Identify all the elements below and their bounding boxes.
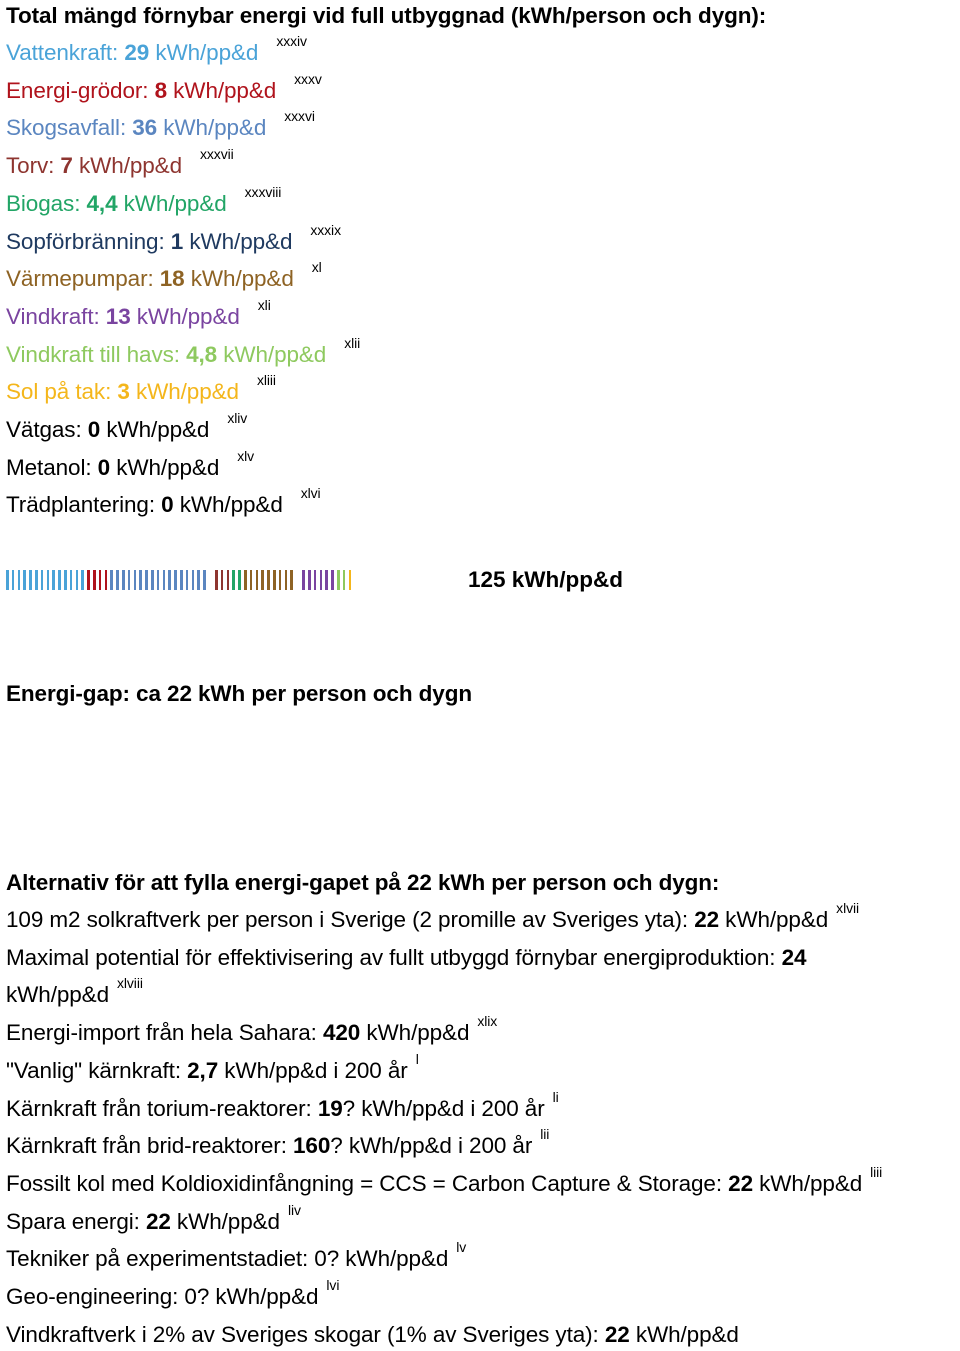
energy-bar [81, 570, 84, 590]
source-name: Vindkraft: [6, 303, 106, 329]
energy-bar [35, 570, 38, 590]
footnote-ref: xlvii [836, 900, 860, 916]
energy-bar [52, 570, 55, 590]
energy-bar [256, 570, 259, 590]
energy-bar [331, 570, 334, 590]
energy-bar [18, 570, 21, 590]
energy-bar [290, 570, 293, 590]
source-unit: kWh/pp&d [184, 266, 294, 292]
energy-bar [320, 570, 323, 590]
source-value: 1 [170, 228, 184, 254]
energy-bar [76, 570, 79, 590]
alternative-value: 22 [728, 1170, 753, 1196]
footnote-ref: lvi [326, 1277, 340, 1293]
energy-bar [122, 570, 125, 590]
source-name: Energi-grödor: [6, 77, 155, 103]
source-line [6, 410, 248, 446]
energy-bar [221, 570, 224, 590]
source-name: Skogsavfall: [6, 115, 133, 141]
energy-bar [139, 570, 142, 590]
source-unit: kWh/pp&d [100, 417, 210, 442]
heading: Total mängd förnybar energi vid full utbyggnad (kWh/person och dygn): [6, 3, 767, 28]
source-line [6, 372, 276, 408]
source-unit: kWh/pp&d [149, 40, 259, 65]
source-name: Sopförbränning: [6, 228, 171, 254]
energy-bar [244, 570, 247, 590]
footnote-ref: liii [870, 1163, 883, 1180]
alternative-line [6, 975, 143, 1011]
alternative-line [6, 1201, 301, 1238]
source-line [6, 334, 361, 371]
source-value: 0 [97, 454, 111, 480]
source-value: 3 [117, 379, 130, 405]
source-unit: kWh/pp&d [110, 454, 220, 480]
alternative-text: Tekniker på experimentstadiet: 0? kWh/pp&d [6, 1246, 449, 1272]
energy-bar [163, 570, 166, 590]
source-unit: kWh/pp&d [130, 303, 240, 329]
alternative-suffix: kWh/pp&d i 200 år [218, 1057, 408, 1083]
alternative-line [6, 1050, 419, 1087]
energy-bar [192, 570, 195, 590]
energy-bar [116, 570, 119, 590]
alternative-text: Spara energi: [6, 1208, 146, 1234]
alternative-suffix: kWh/pp&d [360, 1020, 470, 1046]
alternative-suffix: ? kWh/pp&d i 200 år [342, 1095, 545, 1121]
alternative-suffix: kWh/pp&d [629, 1321, 739, 1347]
alternative-line [6, 1013, 498, 1049]
footnote-ref: lii [540, 1126, 550, 1143]
source-name: Vindkraft till havs: [6, 341, 187, 367]
source-name: Torv: [6, 153, 61, 179]
energy-bar [215, 570, 218, 590]
alternative-line [6, 900, 860, 936]
footnote-ref: xlii [344, 334, 361, 351]
energy-bar [128, 570, 131, 590]
source-name: Vätgas: [6, 417, 88, 442]
energy-bar [93, 570, 96, 590]
footnote-ref: xli [257, 296, 271, 313]
alternative-line [6, 1239, 467, 1275]
energy-bar [238, 570, 241, 590]
alternative-value: 160 [293, 1133, 331, 1159]
footnote-ref: xlix [477, 1013, 498, 1030]
source-line [6, 259, 322, 295]
energy-bar [64, 570, 67, 590]
alternative-line [6, 1126, 550, 1162]
footnote-ref: xl [311, 259, 322, 276]
alternative-suffix: ? kWh/pp&d i 200 år [330, 1133, 533, 1159]
energy-bar [47, 570, 50, 590]
alternative-text: Geo-engineering: 0? kWh/pp&d [6, 1284, 319, 1309]
alternative-text: Maximal potential för effektivisering av fullt utbyggd förnybar energiproduktion: [6, 944, 782, 970]
alternative-line [6, 944, 806, 972]
source-name: Trädplantering: [6, 492, 162, 518]
alternative-line [6, 1321, 739, 1349]
alternative-text: "Vanlig" kärnkraft: [6, 1057, 188, 1083]
alternative-text: 109 m2 solkraftverk per person i Sverige (2 promille av Sveriges yta): [6, 907, 695, 932]
source-value: 29 [124, 40, 150, 65]
source-unit: kWh/pp&d [129, 379, 239, 405]
energy-bar [308, 570, 311, 590]
footnote-ref: li [552, 1088, 559, 1105]
energy-bar [285, 570, 288, 590]
source-unit: kWh/pp&d [167, 77, 277, 103]
source-line [6, 70, 322, 107]
alternative-text: Kärnkraft från brid-reaktorer: [6, 1133, 294, 1159]
source-name: Biogas: [6, 190, 87, 216]
energy-bar [279, 570, 282, 590]
alternative-text: Energi-import från hela Sahara: [6, 1020, 323, 1046]
source-line [6, 447, 255, 484]
source-unit: kWh/pp&d [72, 153, 182, 179]
energy-bar [197, 570, 200, 590]
energy-bar [180, 570, 183, 590]
energy-bar [349, 570, 352, 590]
energy-bar [314, 570, 317, 590]
alternative-value: 22 [694, 907, 720, 932]
energy-bar [134, 570, 137, 590]
source-unit: kWh/pp&d [173, 492, 283, 518]
source-value: 36 [132, 115, 158, 141]
energy-bar [6, 570, 9, 590]
alternative-value: 2,7 [187, 1057, 219, 1083]
alternative-line [6, 1088, 559, 1125]
alternative-value: 420 [322, 1020, 361, 1046]
alternative-text: Vindkraftverk i 2% av Sveriges skogar (1% av Sveriges yta): [6, 1321, 605, 1347]
alternatives-heading: Alternativ för att fylla energi-gapet på 22 kWh per person och dygn: [6, 870, 720, 895]
source-name: Metanol: [6, 454, 98, 480]
footnote-ref: xxxvi [284, 108, 315, 125]
alternative-value: 22 [145, 1208, 171, 1234]
alternative-suffix: kWh/pp&d [752, 1170, 863, 1196]
energy-bar [250, 570, 253, 590]
source-line [6, 183, 282, 220]
energy-bar [267, 570, 270, 590]
energy-bar [261, 570, 264, 590]
energy-bar [145, 570, 148, 590]
source-line [6, 108, 315, 144]
total-value: 125 kWh/pp&d [468, 567, 624, 592]
energy-bar [151, 570, 154, 590]
source-value: 4,4 [86, 190, 118, 216]
alternative-suffix: kWh/pp&d [170, 1208, 280, 1234]
energy-bar [23, 570, 26, 590]
source-unit: kWh/pp&d [157, 115, 267, 141]
source-line [6, 221, 341, 258]
energy-bar [70, 570, 73, 590]
source-value: 7 [60, 153, 73, 179]
source-unit: kWh/pp&d [183, 228, 293, 254]
footnote-ref: xlv [237, 447, 255, 464]
footnote-ref: xliii [256, 372, 276, 389]
footnote-ref: xxxvii [200, 146, 234, 163]
source-value: 13 [105, 303, 131, 329]
source-unit: kWh/pp&d [117, 190, 227, 216]
energy-bar [343, 570, 346, 590]
source-line [6, 146, 234, 182]
energy-gap: Energi-gap: ca 22 kWh per person och dygn [6, 681, 472, 706]
energy-bar [232, 570, 235, 590]
energy-bar [168, 570, 171, 590]
energy-bar [186, 570, 189, 590]
footnote-ref: l [415, 1050, 419, 1067]
energy-bar [58, 570, 61, 590]
energy-bar [273, 570, 276, 590]
energy-bar [157, 570, 160, 590]
footnote-ref: xxxiv [276, 33, 307, 49]
footnote-ref: liv [287, 1201, 301, 1218]
source-unit: kWh/pp&d [217, 341, 327, 367]
energy-bar [29, 570, 32, 590]
alternative-line [6, 1277, 340, 1313]
alternative-suffix: kWh/pp&d [719, 907, 829, 932]
footnote-ref: xxxv [294, 70, 322, 87]
energy-bar [227, 570, 230, 590]
source-value: 18 [159, 266, 185, 292]
energy-bar [302, 570, 305, 590]
alternative-text: Kärnkraft från torium-reaktorer: [6, 1095, 318, 1121]
alternative-value: 22 [604, 1321, 630, 1347]
alternative-value: 24 [781, 944, 807, 970]
energy-bar [41, 570, 44, 590]
footnote-ref: xliv [227, 410, 248, 426]
source-value: 0 [161, 492, 174, 518]
alternative-line [6, 1163, 883, 1200]
energy-bar-strip [6, 570, 466, 590]
footnote-ref: lv [456, 1239, 467, 1256]
source-value: 0 [87, 417, 101, 442]
source-value: 8 [154, 77, 167, 103]
energy-bar [99, 570, 102, 590]
source-name: Värmepumpar: [6, 266, 160, 292]
alternative-text: Fossilt kol med Koldioxidinfångning = CCS = Carbon Capture & Storage: [6, 1170, 729, 1196]
footnote-ref: xlviii [117, 975, 143, 992]
source-line [6, 485, 321, 521]
energy-bar [337, 570, 340, 590]
energy-bar [105, 570, 108, 590]
energy-bar [203, 570, 206, 590]
alternative-value: 19 [317, 1095, 343, 1121]
source-line [6, 296, 271, 333]
source-name: Vattenkraft: [6, 40, 125, 65]
energy-bar [87, 570, 90, 590]
footnote-ref: xxxix [310, 221, 341, 238]
energy-bar [110, 570, 113, 590]
energy-bar [325, 570, 328, 590]
source-line [6, 33, 307, 69]
source-value: 4,8 [186, 341, 218, 367]
energy-bar [174, 570, 177, 590]
energy-bar [12, 570, 15, 590]
footnote-ref: xxxviii [244, 183, 282, 200]
footnote-ref: xlvi [300, 485, 321, 502]
source-name: Sol på tak: [6, 379, 118, 405]
alternative-text: kWh/pp&d [6, 982, 109, 1008]
